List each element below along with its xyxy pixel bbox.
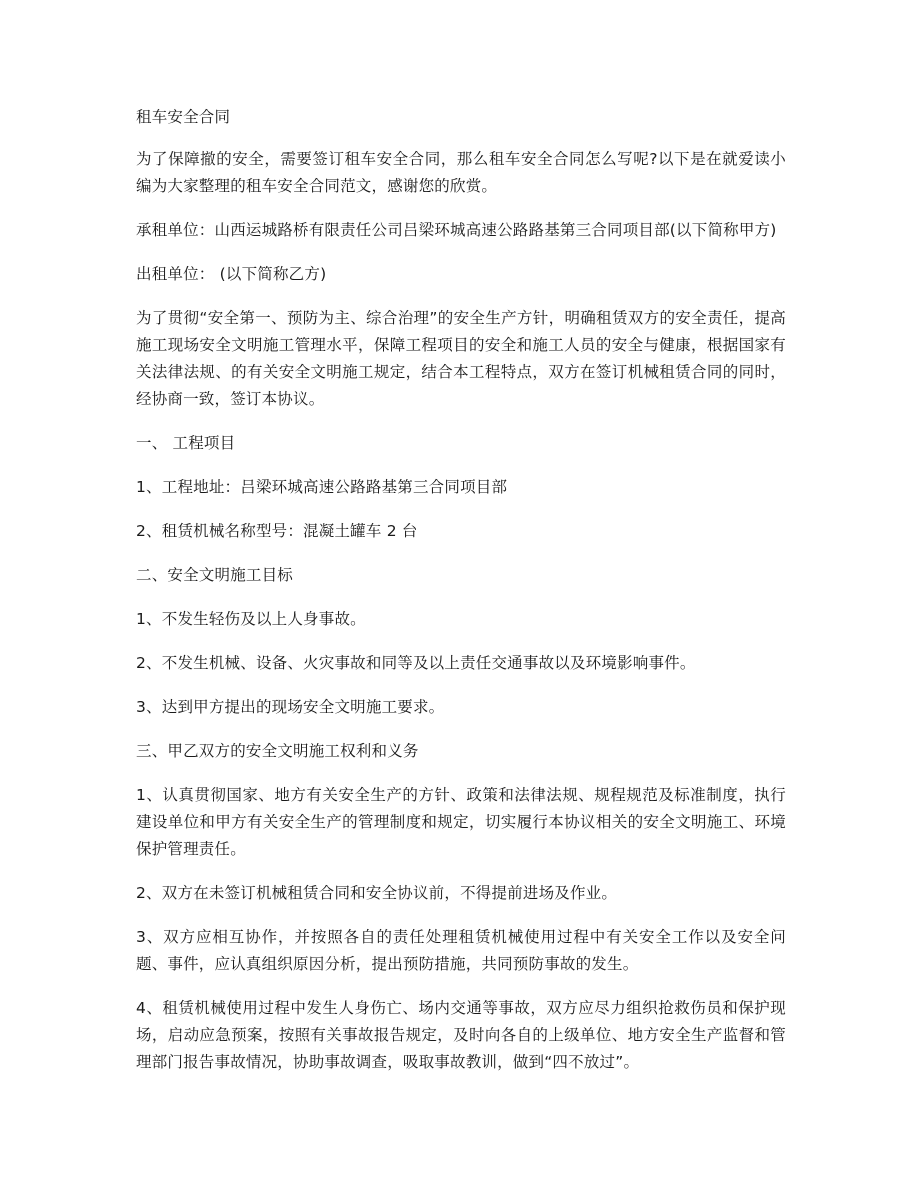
section2-item-2: 2、不发生机械、设备、火灾事故和同等及以上责任交通事故以及环境影响事件。 [136,654,696,672]
section3-item-1: 1、认真贯彻国家、地方有关安全生产的方针、政策和法律法规、规程规范及标准制度，执行建设单位和甲方有关安全生产的管理制度和规定，切实履行本协议相关的安全文明施工、环境保护管理责任。 [136,786,786,858]
section2-item-3: 3、达到甲方提出的现场安全文明施工要求。 [136,698,445,716]
section3-item-4: 4、租赁机械使用过程中发生人身伤亡、场内交通等事故，双方应尽力组织抢救伤员和保护现场，启动应急预案，按照有关事故报告规定，及时向各自的上级单位、地方安全生产监督和管理部门报告事故情况，协助事故调查，吸取事故教训，做到“四不放过”。 [136,999,786,1071]
section-heading-2: 二、安全文明施工目标 [136,566,294,584]
lessor-paragraph: 出租单位： (以下简称乙方) [136,265,327,283]
document-title: 租车安全合同 [136,108,231,126]
purpose-paragraph: 为了贯彻“安全第一、预防为主、综合治理”的安全生产方针，明确租赁双方的安全责任，提高施工现场安全文明施工管理水平，保障工程项目的安全和施工人员的安全与健康，根据国家有关法律法规、的有关安全文明施工规定，结合本工程特点，双方在签订机械租赁合同的同时，经协商一致，签订本协议。 [136,309,786,408]
lessee-paragraph: 承租单位：山西运城路桥有限责任公司吕梁环城高速公路路基第三合同项目部(以下简称甲方) [136,221,777,239]
section1-item-2: 2、租赁机械名称型号：混凝土罐车 2 台 [136,522,418,540]
intro-paragraph: 为了保障撤的安全，需要签订租车安全合同，那么租车安全合同怎么写呢?以下是在就爱读小编为大家整理的租车安全合同范文，感谢您的欣赏。 [136,150,786,195]
section3-item-3: 3、双方应相互协作，并按照各自的责任处理租赁机械使用过程中有关安全工作以及安全问题、事件，应认真组织原因分析，提出预防措施，共同预防事故的发生。 [136,928,786,973]
section-heading-3: 三、甲乙双方的安全文明施工权利和义务 [136,742,419,760]
section3-item-2: 2、双方在未签订机械租赁合同和安全协议前，不得提前进场及作业。 [136,884,618,902]
section-heading-1: 一、 工程项目 [136,434,236,452]
section2-item-1: 1、不发生轻伤及以上人身事故。 [136,610,366,628]
document-page [136,104,786,1093]
section1-item-1: 1、工程地址：吕梁环城高速公路路基第三合同项目部 [136,478,508,496]
